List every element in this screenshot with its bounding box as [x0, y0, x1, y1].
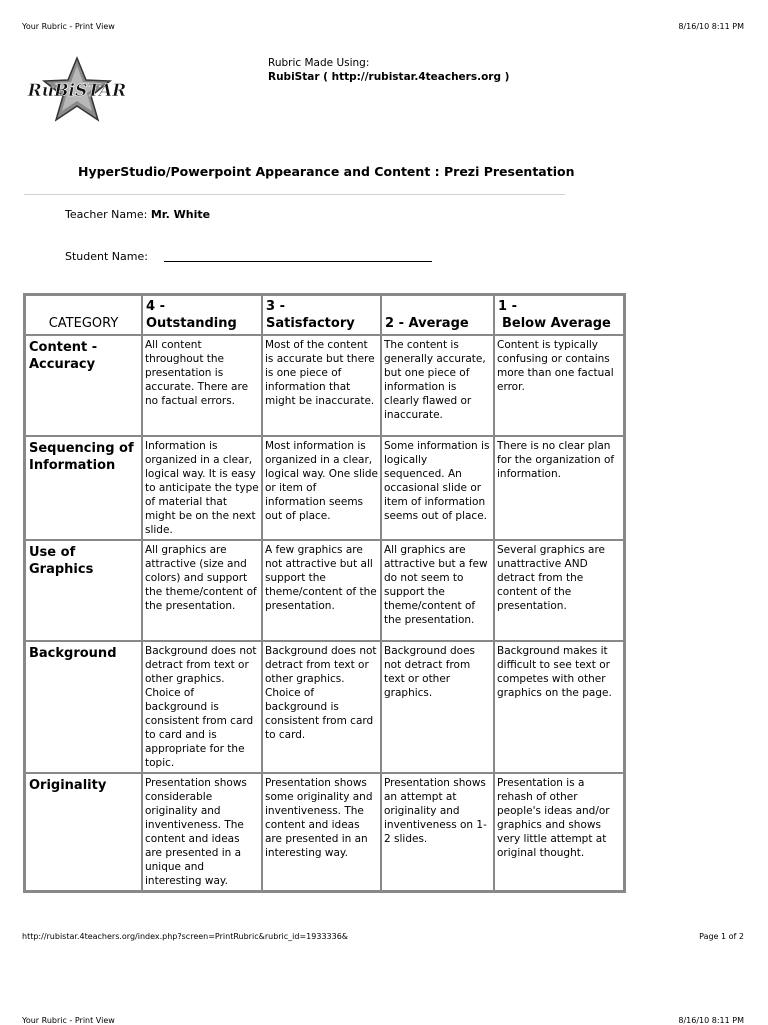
star-logo-icon: [24, 56, 130, 126]
rubistar-logo: [24, 56, 130, 126]
print-footer-url: http://rubistar.4teachers.org/index.php?screen=PrintRubric&rubric_id=1933336&: [22, 932, 349, 941]
rubric-cell: All graphics are attractive but a few do not seem to support the theme/content of the presentation.: [381, 540, 494, 641]
header-category: CATEGORY: [25, 295, 142, 335]
header-level-4: 4 - Outstanding: [142, 295, 262, 335]
rubric-table: [23, 293, 626, 893]
student-name-line: [164, 250, 432, 262]
made-using-site: RubiStar ( http://rubistar.4teachers.org ): [268, 71, 510, 83]
made-using: [268, 56, 509, 84]
table-row: [25, 335, 624, 436]
rubric-cell: Presentation is a rehash of other people's ideas and/or graphics and shows very little attempt at original thought.: [494, 773, 624, 891]
rubric-cell: Most of the content is accurate but there is one piece of information that might be inaccurate.: [262, 335, 381, 436]
print-header-datetime: 8/16/10 8:11 PM: [678, 22, 744, 31]
rubric-cell: The content is generally accurate, but one piece of information is clearly flawed or inaccurate.: [381, 335, 494, 436]
print-footer-page: Page 1 of 2: [699, 932, 744, 941]
rubric-cell: Presentation shows an attempt at originality and inventiveness on 1-2 slides.: [381, 773, 494, 891]
rubric-cell: Several graphics are unattractive AND detract from the content of the presentation.: [494, 540, 624, 641]
rubric-cell: There is no clear plan for the organization of information.: [494, 436, 624, 540]
print-header-datetime-next: 8/16/10 8:11 PM: [678, 1016, 744, 1025]
category-cell: Use of Graphics: [25, 540, 142, 641]
header-level-1-label: Below Average: [502, 316, 611, 331]
teacher-label: Teacher Name:: [65, 208, 148, 221]
header-level-1: [494, 295, 624, 335]
rubric-cell: All graphics are attractive (size and colors) and support the theme/content of the presentation.: [142, 540, 262, 641]
header-level-2: 2 - Average: [381, 295, 494, 335]
rubric-cell: Presentation shows some originality and inventiveness. The content and ideas are presented in an interesting way.: [262, 773, 381, 891]
student-name-row: [65, 250, 432, 263]
rubric-cell: A few graphics are not attractive but all support the theme/content of the presentation.: [262, 540, 381, 641]
rubric-cell: Background makes it difficult to see text or competes with other graphics on the page.: [494, 641, 624, 773]
category-cell: Content - Accuracy: [25, 335, 142, 436]
header-level-3: 3 - Satisfactory: [262, 295, 381, 335]
made-using-label: Rubric Made Using:: [268, 57, 370, 69]
category-cell: Sequencing of Information: [25, 436, 142, 540]
category-cell: Background: [25, 641, 142, 773]
table-row: [25, 436, 624, 540]
rubric-cell: Most information is organized in a clear, logical way. One slide or item of information seems out of place.: [262, 436, 381, 540]
rubric-cell: Background does not detract from text or other graphics.: [381, 641, 494, 773]
title-divider: [24, 194, 565, 195]
rubric-cell: Background does not detract from text or other graphics. Choice of background is consistent from card to card.: [262, 641, 381, 773]
print-header-title-next: Your Rubric - Print View: [22, 1016, 115, 1025]
rubric-cell: Presentation shows considerable originality and inventiveness. The content and ideas are presented in a unique and interesting way.: [142, 773, 262, 891]
rubric-cell: All content throughout the presentation is accurate. There are no factual errors.: [142, 335, 262, 436]
rubric-title: HyperStudio/Powerpoint Appearance and Content : Prezi Presentation: [78, 164, 575, 179]
rubric-cell: Information is organized in a clear, logical way. It is easy to anticipate the type of material that might be on the next slide.: [142, 436, 262, 540]
rubric-cell: Content is typically confusing or contains more than one factual error.: [494, 335, 624, 436]
student-label: Student Name:: [65, 250, 148, 263]
table-header-row: [25, 295, 624, 335]
teacher-value: Mr. White: [150, 208, 211, 221]
rubric-cell: Background does not detract from text or other graphics. Choice of background is consistent from card to card and is appropriate for the topic.: [142, 641, 262, 773]
category-cell: Originality: [25, 773, 142, 891]
table-row: [25, 540, 624, 641]
logo-text: RuBiSTAR: [27, 81, 127, 101]
rubric-cell: Some information is logically sequenced. An occasional slide or item of information seems out of place.: [381, 436, 494, 540]
teacher-name-row: [65, 208, 210, 221]
print-header-title: Your Rubric - Print View: [22, 22, 115, 31]
table-row: [25, 773, 624, 891]
header-level-1-number: 1 -: [498, 299, 517, 314]
table-row: [25, 641, 624, 773]
